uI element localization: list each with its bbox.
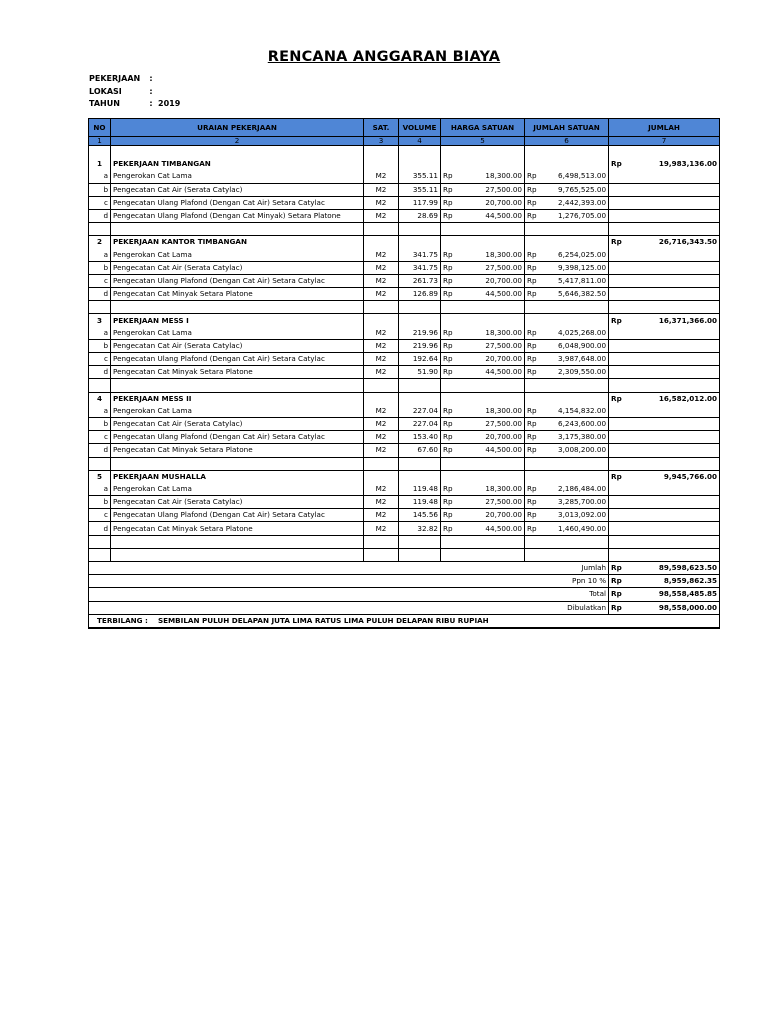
col-header-harga: HARGA SATUAN	[441, 119, 525, 137]
currency: Rp	[609, 575, 627, 588]
section-total: 9,945,766.00	[627, 470, 720, 483]
item-description: Pengerokan Cat Lama	[111, 483, 364, 496]
summary-row	[89, 601, 720, 614]
summary-value: 89,598,623.50	[627, 562, 720, 575]
item-amount: 6,048,900.00	[541, 339, 609, 352]
item-row	[89, 274, 720, 287]
item-row	[89, 288, 720, 301]
blank-row	[89, 535, 720, 548]
meta-label: LOKASI	[89, 87, 122, 96]
item-letter: c	[89, 431, 111, 444]
currency: Rp	[525, 366, 541, 379]
item-row	[89, 509, 720, 522]
section-row	[89, 314, 720, 327]
item-unit-price: 20,700.00	[457, 353, 525, 366]
item-row	[89, 483, 720, 496]
item-unit-price: 20,700.00	[457, 274, 525, 287]
col-number: 2	[111, 137, 364, 146]
terbilang-text: SEMBILAN PULUH DELAPAN JUTA LIMA RATUS LIMA PULUH DELAPAN RIBU RUPIAH	[157, 615, 489, 625]
item-description: Pengerokan Cat Lama	[111, 327, 364, 340]
item-amount: 3,175,380.00	[541, 431, 609, 444]
item-volume: 341.75	[399, 249, 441, 262]
currency: Rp	[441, 496, 457, 509]
section-name: PEKERJAAN MESS II	[111, 392, 364, 405]
currency: Rp	[609, 236, 627, 249]
item-unit-price: 27,500.00	[457, 339, 525, 352]
item-volume: 227.04	[399, 417, 441, 430]
item-description: Pengecatan Ulang Plafond (Dengan Cat Air) Setara Catylac	[111, 353, 364, 366]
meta-value: 2019	[158, 99, 181, 108]
document-title: RENCANA ANGGARAN BIAYA	[267, 49, 501, 65]
currency: Rp	[525, 261, 541, 274]
item-letter: a	[89, 327, 111, 340]
item-volume: 32.82	[399, 522, 441, 535]
blank-row	[89, 548, 720, 561]
summary-label: Jumlah	[89, 562, 609, 575]
item-volume: 341.75	[399, 261, 441, 274]
currency: Rp	[525, 183, 541, 196]
item-unit-price: 18,300.00	[457, 327, 525, 340]
section-name: PEKERJAAN TIMBANGAN	[111, 158, 364, 170]
col-number: 5	[441, 137, 525, 146]
item-description: Pengerokan Cat Lama	[111, 249, 364, 262]
currency: Rp	[441, 522, 457, 535]
col-number: 1	[89, 137, 111, 146]
blank-row	[89, 223, 720, 236]
item-description: Pengerokan Cat Lama	[111, 170, 364, 183]
currency: Rp	[441, 170, 457, 183]
item-unit-price: 27,500.00	[457, 417, 525, 430]
item-description: Pengecatan Cat Air (Serata Catylac)	[111, 496, 364, 509]
item-unit: M2	[364, 522, 399, 535]
budget-table	[88, 118, 720, 629]
item-unit: M2	[364, 170, 399, 183]
currency: Rp	[525, 327, 541, 340]
item-amount: 5,646,382.50	[541, 288, 609, 301]
item-unit-price: 18,300.00	[457, 170, 525, 183]
item-amount: 2,442,393.00	[541, 196, 609, 209]
section-row	[89, 158, 720, 170]
currency: Rp	[525, 509, 541, 522]
item-letter: c	[89, 196, 111, 209]
blank-row	[89, 457, 720, 470]
item-unit: M2	[364, 444, 399, 457]
item-row	[89, 170, 720, 183]
item-description: Pengerokan Cat Lama	[111, 405, 364, 418]
item-unit: M2	[364, 353, 399, 366]
item-amount: 3,013,092.00	[541, 509, 609, 522]
currency: Rp	[525, 431, 541, 444]
item-volume: 261.73	[399, 274, 441, 287]
section-total: 16,371,366.00	[627, 314, 720, 327]
section-total: 26,716,343.50	[627, 236, 720, 249]
col-header-volume: VOLUME	[399, 119, 441, 137]
item-unit: M2	[364, 196, 399, 209]
item-amount: 6,254,025.00	[541, 249, 609, 262]
item-amount: 4,154,832.00	[541, 405, 609, 418]
item-volume: 117.99	[399, 196, 441, 209]
summary-value: 8,959,862.35	[627, 575, 720, 588]
currency: Rp	[441, 274, 457, 287]
blank-row	[89, 146, 720, 159]
summary-row	[89, 562, 720, 575]
item-description: Pengecatan Ulang Plafond (Dengan Cat Minyak) Setara Platone	[111, 209, 364, 222]
item-unit-price: 20,700.00	[457, 196, 525, 209]
item-row	[89, 496, 720, 509]
item-amount: 4,025,268.00	[541, 327, 609, 340]
currency: Rp	[441, 261, 457, 274]
item-letter: b	[89, 339, 111, 352]
header-row	[89, 119, 720, 137]
item-amount: 6,243,600.00	[541, 417, 609, 430]
meta-tahun	[89, 98, 180, 110]
summary-value: 98,558,000.00	[627, 601, 720, 614]
item-row	[89, 522, 720, 535]
currency: Rp	[609, 470, 627, 483]
item-unit: M2	[364, 483, 399, 496]
item-amount: 1,460,490.00	[541, 522, 609, 535]
item-unit-price: 44,500.00	[457, 444, 525, 457]
meta-lokasi	[89, 86, 158, 98]
section-row	[89, 470, 720, 483]
item-row	[89, 249, 720, 262]
currency: Rp	[525, 483, 541, 496]
col-number: 3	[364, 137, 399, 146]
col-number: 6	[525, 137, 609, 146]
item-description: Pengecatan Ulang Plafond (Dengan Cat Air) Setara Catylac	[111, 509, 364, 522]
item-unit: M2	[364, 249, 399, 262]
currency: Rp	[525, 339, 541, 352]
meta-label: PEKERJAAN	[89, 74, 141, 83]
blank-row	[89, 379, 720, 392]
currency: Rp	[525, 249, 541, 262]
item-unit: M2	[364, 366, 399, 379]
currency: Rp	[441, 405, 457, 418]
table-body	[89, 146, 720, 628]
item-row	[89, 209, 720, 222]
item-amount: 2,186,484.00	[541, 483, 609, 496]
item-row	[89, 353, 720, 366]
summary-row	[89, 588, 720, 601]
item-volume: 51.90	[399, 366, 441, 379]
item-volume: 219.96	[399, 327, 441, 340]
item-unit: M2	[364, 327, 399, 340]
item-row	[89, 417, 720, 430]
item-unit: M2	[364, 496, 399, 509]
currency: Rp	[525, 209, 541, 222]
item-unit-price: 20,700.00	[457, 509, 525, 522]
currency: Rp	[525, 417, 541, 430]
item-row	[89, 405, 720, 418]
currency: Rp	[441, 353, 457, 366]
summary-value: 98,558,485.85	[627, 588, 720, 601]
item-unit-price: 27,500.00	[457, 183, 525, 196]
item-unit-price: 20,700.00	[457, 431, 525, 444]
currency: Rp	[441, 339, 457, 352]
currency: Rp	[525, 274, 541, 287]
item-letter: a	[89, 170, 111, 183]
currency: Rp	[441, 366, 457, 379]
item-amount: 6,498,513.00	[541, 170, 609, 183]
col-header-uraian: URAIAN PEKERJAAN	[111, 119, 364, 137]
item-unit-price: 44,500.00	[457, 366, 525, 379]
currency: Rp	[609, 158, 627, 170]
summary-label: Total	[89, 588, 609, 601]
item-description: Pengecatan Ulang Plafond (Dengan Cat Air) Setara Catylac	[111, 431, 364, 444]
item-description: Pengecatan Ulang Plafond (Dengan Cat Air) Setara Catylac	[111, 274, 364, 287]
item-letter: d	[89, 444, 111, 457]
item-description: Pengecatan Cat Minyak Setara Platone	[111, 522, 364, 535]
section-name: PEKERJAAN MESS I	[111, 314, 364, 327]
item-letter: d	[89, 288, 111, 301]
item-amount: 5,417,811.00	[541, 274, 609, 287]
currency: Rp	[441, 483, 457, 496]
item-letter: b	[89, 183, 111, 196]
item-amount: 3,008,200.00	[541, 444, 609, 457]
item-letter: d	[89, 366, 111, 379]
item-volume: 227.04	[399, 405, 441, 418]
item-row	[89, 339, 720, 352]
section-name: PEKERJAAN MUSHALLA	[111, 470, 364, 483]
item-volume: 28.69	[399, 209, 441, 222]
currency: Rp	[609, 601, 627, 614]
col-header-jumlah: JUMLAH	[609, 119, 720, 137]
item-unit: M2	[364, 417, 399, 430]
item-description: Pengecatan Cat Air (Serata Catylac)	[111, 183, 364, 196]
col-header-jumlah-satuan: JUMLAH SATUAN	[525, 119, 609, 137]
item-row	[89, 431, 720, 444]
currency: Rp	[525, 522, 541, 535]
col-header-sat: SAT.	[364, 119, 399, 137]
item-volume: 119.48	[399, 483, 441, 496]
item-unit: M2	[364, 509, 399, 522]
item-row	[89, 444, 720, 457]
item-letter: a	[89, 483, 111, 496]
currency: Rp	[441, 209, 457, 222]
meta-label: TAHUN	[89, 99, 120, 108]
section-no: 5	[89, 470, 111, 483]
item-letter: b	[89, 417, 111, 430]
item-volume: 355.11	[399, 183, 441, 196]
item-unit-price: 27,500.00	[457, 496, 525, 509]
item-letter: b	[89, 261, 111, 274]
item-amount: 3,987,648.00	[541, 353, 609, 366]
item-volume: 126.89	[399, 288, 441, 301]
item-unit-price: 18,300.00	[457, 483, 525, 496]
meta-sep: :	[149, 99, 153, 108]
currency: Rp	[609, 562, 627, 575]
currency: Rp	[609, 314, 627, 327]
currency: Rp	[441, 288, 457, 301]
item-unit: M2	[364, 183, 399, 196]
terbilang-row	[89, 614, 720, 628]
currency: Rp	[609, 588, 627, 601]
item-amount: 9,398,125.00	[541, 261, 609, 274]
item-unit: M2	[364, 339, 399, 352]
section-row	[89, 236, 720, 249]
section-no: 4	[89, 392, 111, 405]
item-description: Pengecatan Cat Air (Serata Catylac)	[111, 417, 364, 430]
meta-sep: :	[149, 87, 153, 96]
item-letter: c	[89, 353, 111, 366]
item-row	[89, 366, 720, 379]
item-unit-price: 44,500.00	[457, 209, 525, 222]
currency: Rp	[525, 444, 541, 457]
item-row	[89, 196, 720, 209]
currency: Rp	[525, 405, 541, 418]
item-amount: 1,276,705.00	[541, 209, 609, 222]
summary-label: Dibulatkan	[89, 601, 609, 614]
section-no: 1	[89, 158, 111, 170]
item-description: Pengecatan Ulang Plafond (Dengan Cat Air) Setara Catylac	[111, 196, 364, 209]
item-letter: c	[89, 274, 111, 287]
item-volume: 153.40	[399, 431, 441, 444]
item-amount: 9,765,525.00	[541, 183, 609, 196]
currency: Rp	[441, 183, 457, 196]
section-total: 16,582,012.00	[627, 392, 720, 405]
section-name: PEKERJAAN KANTOR TIMBANGAN	[111, 236, 364, 249]
summary-label: Ppn 10 %	[89, 575, 609, 588]
item-amount: 2,309,550.00	[541, 366, 609, 379]
item-row	[89, 261, 720, 274]
item-unit-price: 44,500.00	[457, 522, 525, 535]
currency: Rp	[441, 431, 457, 444]
item-description: Pengecatan Cat Minyak Setara Platone	[111, 288, 364, 301]
item-unit-price: 18,300.00	[457, 249, 525, 262]
currency: Rp	[525, 196, 541, 209]
item-row	[89, 327, 720, 340]
item-unit: M2	[364, 261, 399, 274]
currency: Rp	[525, 288, 541, 301]
header-number-row	[89, 137, 720, 146]
item-letter: a	[89, 249, 111, 262]
terbilang-label: TERBILANG :	[97, 615, 148, 625]
col-number: 4	[399, 137, 441, 146]
item-unit: M2	[364, 431, 399, 444]
currency: Rp	[441, 249, 457, 262]
section-total: 19,983,136.00	[627, 158, 720, 170]
item-description: Pengecatan Cat Air (Serata Catylac)	[111, 261, 364, 274]
item-unit: M2	[364, 405, 399, 418]
summary-row	[89, 575, 720, 588]
col-number: 7	[609, 137, 720, 146]
item-description: Pengecatan Cat Air (Serata Catylac)	[111, 339, 364, 352]
section-no: 2	[89, 236, 111, 249]
item-description: Pengecatan Cat Minyak Setara Platone	[111, 366, 364, 379]
item-amount: 3,285,700.00	[541, 496, 609, 509]
item-letter: c	[89, 509, 111, 522]
meta-pekerjaan	[89, 73, 158, 85]
currency: Rp	[441, 196, 457, 209]
item-letter: d	[89, 522, 111, 535]
item-volume: 67.60	[399, 444, 441, 457]
item-description: Pengecatan Cat Minyak Setara Platone	[111, 444, 364, 457]
currency: Rp	[609, 392, 627, 405]
section-row	[89, 392, 720, 405]
currency: Rp	[441, 327, 457, 340]
currency: Rp	[525, 170, 541, 183]
item-letter: d	[89, 209, 111, 222]
currency: Rp	[441, 509, 457, 522]
item-letter: b	[89, 496, 111, 509]
item-unit: M2	[364, 274, 399, 287]
currency: Rp	[525, 353, 541, 366]
currency: Rp	[441, 444, 457, 457]
currency: Rp	[525, 496, 541, 509]
col-header-no: NO	[89, 119, 111, 137]
item-unit-price: 18,300.00	[457, 405, 525, 418]
item-letter: a	[89, 405, 111, 418]
item-unit: M2	[364, 288, 399, 301]
item-volume: 219.96	[399, 339, 441, 352]
item-unit-price: 27,500.00	[457, 261, 525, 274]
currency: Rp	[441, 417, 457, 430]
item-volume: 355.11	[399, 170, 441, 183]
blank-row	[89, 301, 720, 314]
meta-sep: :	[149, 74, 153, 83]
item-row	[89, 183, 720, 196]
item-volume: 192.64	[399, 353, 441, 366]
item-volume: 145.56	[399, 509, 441, 522]
item-unit-price: 44,500.00	[457, 288, 525, 301]
section-no: 3	[89, 314, 111, 327]
item-unit: M2	[364, 209, 399, 222]
item-volume: 119.48	[399, 496, 441, 509]
